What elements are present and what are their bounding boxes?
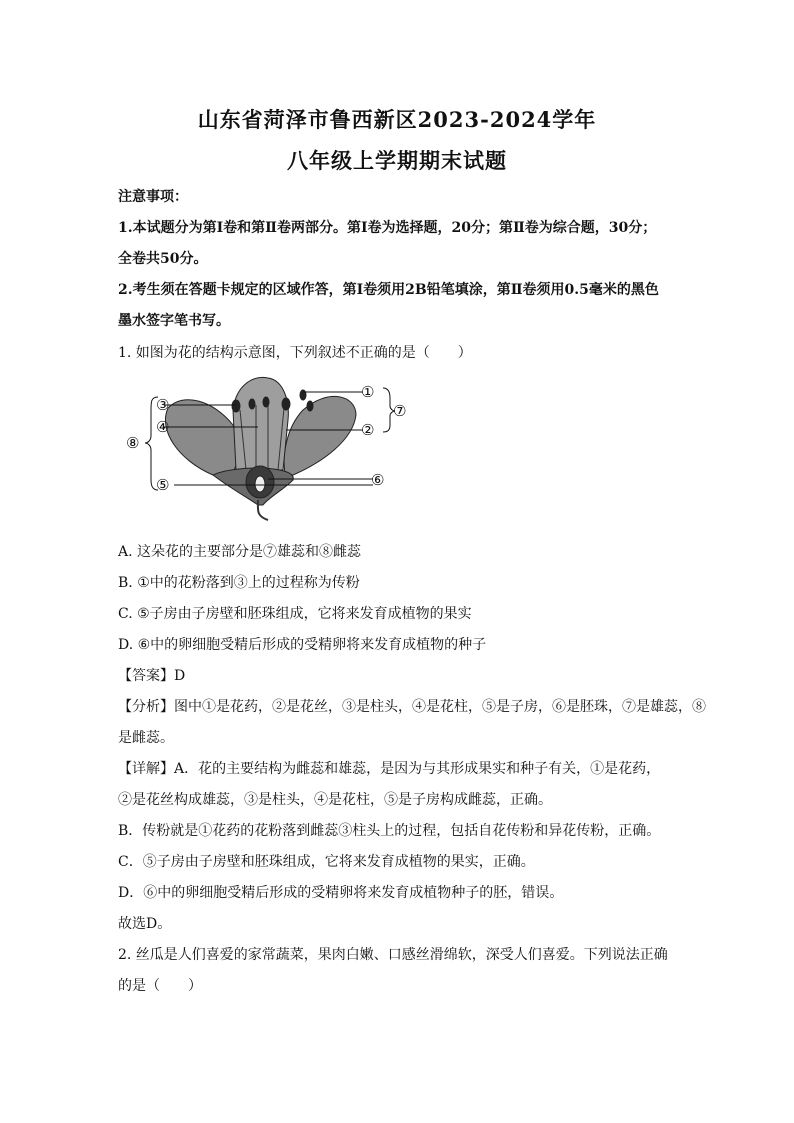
page-title: 山东省菏泽市鲁西新区2023-2024学年	[197, 107, 597, 132]
notes-line: 2.考生须在答题卡规定的区域作答，第Ⅰ卷须用2B铅笔填涂，第Ⅱ卷须用0.5毫米的黑色	[118, 282, 659, 298]
anther-2	[249, 399, 255, 409]
label-3: ③	[156, 396, 170, 414]
detail: D．⑥中的卵细胞受精后形成的受精卵将来发育成植物种子的胚，错误。	[118, 885, 564, 901]
option-c: C. ⑤子房由子房壁和胚珠组成，它将来发育成植物的果实	[118, 606, 472, 622]
option-b: B. ①中的花粉落到③上的过程称为传粉	[118, 575, 360, 591]
conclusion: 故选D。	[118, 916, 172, 932]
anther-6	[307, 401, 313, 411]
petal-left	[165, 400, 239, 480]
ovule	[255, 476, 265, 492]
label-7: ⑦	[393, 402, 407, 420]
label-6: ⑥	[371, 471, 385, 489]
label-2: ②	[361, 421, 375, 439]
notes-heading: 注意事项：	[118, 189, 188, 205]
label-8: ⑧	[126, 434, 140, 452]
option-d: D. ⑥中的卵细胞受精后形成的受精卵将来发育成植物的种子	[118, 637, 487, 653]
question-2-stem: 的是（ ）	[118, 978, 202, 994]
label-5: ⑤	[156, 476, 170, 494]
analysis: 【分析】图中①是花药，②是花丝，③是柱头，④是花柱，⑤是子房，⑥是胚珠，⑦是雄蕊，⑧	[118, 699, 706, 715]
petal-right	[284, 396, 356, 478]
detail: C．⑤子房由子房壁和胚珠组成，它将来发育成植物的果实，正确。	[118, 854, 535, 870]
detail: 【详解】A．花的主要结构为雌蕊和雄蕊，是因为与其形成果实和种子有关，①是花药，	[118, 761, 661, 777]
notes-line: 1.本试题分为第Ⅰ卷和第Ⅱ卷两部分。第Ⅰ卷为选择题，20分；第Ⅱ卷为综合题，30分；	[118, 220, 657, 236]
question-1-stem: 1. 如图为花的结构示意图，下列叙述不正确的是（ ）	[118, 345, 472, 361]
analysis: 是雌蕊。	[118, 730, 174, 746]
detail: B．传粉就是①花药的花粉落到雌蕊③柱头上的过程，包括自花传粉和异花传粉，正确。	[118, 823, 661, 839]
flower-diagram	[118, 370, 418, 522]
label-1: ①	[361, 383, 375, 401]
label-4: ④	[156, 418, 170, 436]
option-a: A. 这朵花的主要部分是⑦雄蕊和⑧雌蕊	[118, 544, 362, 560]
anther-3	[263, 397, 269, 407]
notes-line: 墨水签字笔书写。	[118, 313, 230, 329]
notes-line: 全卷共50分。	[118, 251, 208, 267]
question-2-stem: 2. 丝瓜是人们喜爱的家常蔬菜，果肉白嫩、口感丝滑绵软，深受人们喜爱。下列说法正确	[118, 947, 668, 963]
anther-1	[232, 400, 240, 412]
anther-4	[282, 398, 290, 410]
flower-structure-figure	[118, 370, 418, 522]
detail: ②是花丝构成雄蕊，③是柱头，④是花柱，⑤是子房构成雌蕊，正确。	[118, 792, 552, 808]
answer: 【答案】D	[118, 668, 186, 684]
page-subtitle: 八年级上学期期末试题	[287, 148, 507, 173]
